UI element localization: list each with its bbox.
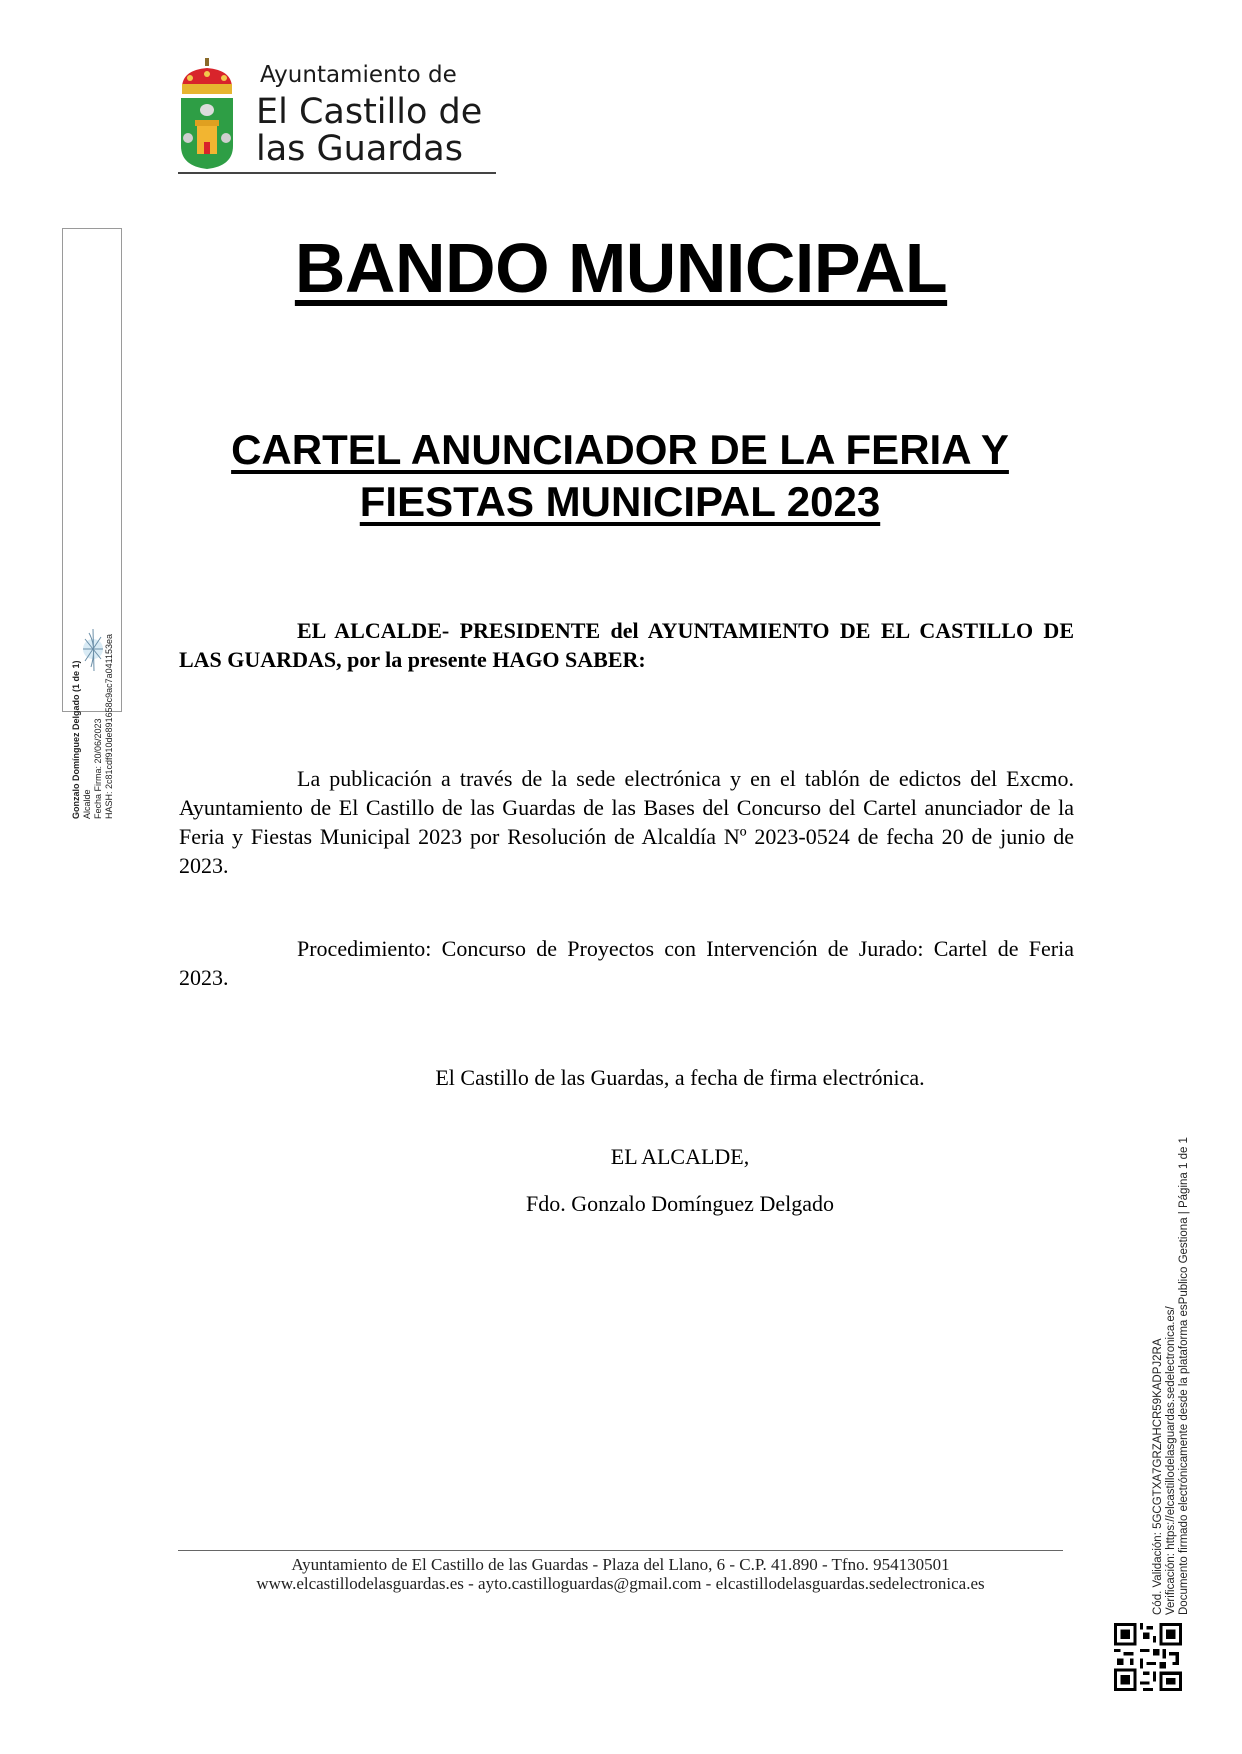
body-paragraph: La publicación a través de la sede electrónica y en el tablón de edictos del Excmo. Ayuntamiento de El Castillo de las Guardas de las Bases del Concurso del Cartel anunciador de la Feria y Fiestas Municipal 2023 por Resolución de Alcaldía Nº 2023-0524 de fecha 20 de junio de 2023.	[179, 766, 1074, 878]
logo-line-2: El Castillo de	[256, 92, 483, 132]
handwritten-signature-icon	[77, 627, 109, 673]
page-title: BANDO MUNICIPAL	[294, 229, 948, 307]
municipal-logo	[178, 58, 498, 176]
place-and-date: El Castillo de las Guardas, a fecha de firma electrónica.	[435, 1065, 925, 1090]
signature-date: Fecha Firma: 20/06/2023	[93, 718, 103, 819]
footer-contacts: www.elcastillodelasguardas.es - ayto.castilloguardas@gmail.com - elcastillodelasguardas.sedelectronica.es	[256, 1574, 985, 1593]
footer-address: Ayuntamiento de El Castillo de las Guardas - Plaza del Llano, 6 - C.P. 41.890 - Tfno. 954130501	[291, 1555, 950, 1574]
validation-text	[1152, 1137, 1191, 1615]
logo-underline	[178, 172, 496, 174]
validation-code: Cód. Validación: 5GCGTXA7GRZAHCR59KADPJ2RA	[1152, 1338, 1164, 1615]
intro-paragraph: EL ALCALDE- PRESIDENTE del AYUNTAMIENTO DE EL CASTILLO DE LAS GUARDAS, por la presente HAGO SABER:	[179, 618, 1074, 672]
signature-hash: HASH: 2c81cdf910de891658c9ac7a041153ea	[104, 634, 114, 819]
footer-divider	[178, 1550, 1063, 1551]
signer-name: Gonzalo Domínguez Delgado (1 de 1)	[71, 660, 81, 819]
footer	[178, 1555, 1063, 1593]
signature-title: EL ALCALDE,	[610, 1144, 750, 1169]
verification-url: Verificación: https://elcastillodelasguardas.sedelectronica.es/	[1165, 1306, 1177, 1615]
procedure-paragraph: Procedimiento: Concurso de Proyectos con Intervención de Jurado: Cartel de Feria 2023.	[179, 936, 1074, 990]
coat-of-arms-icon	[178, 58, 236, 170]
logo-line-3: las Guardas	[256, 129, 463, 169]
subtitle-line-2: FIESTAS MUNICIPAL 2023	[359, 478, 881, 525]
logo-wordmark	[256, 64, 482, 167]
signer-role: Alcalde	[82, 789, 92, 819]
platform-note: Documento firmado electrónicamente desde la plataforma esPublico Gestiona | Página 1 de 1	[1178, 1137, 1190, 1615]
logo-line-1: Ayuntamiento de	[260, 62, 457, 88]
qr-code-icon[interactable]	[1113, 1623, 1183, 1691]
document-subtitle	[180, 424, 1060, 528]
signature-name: Fdo. Gonzalo Domínguez Delgado	[526, 1191, 834, 1216]
subtitle-line-1: CARTEL ANUNCIADOR DE LA FERIA Y	[231, 426, 1009, 473]
